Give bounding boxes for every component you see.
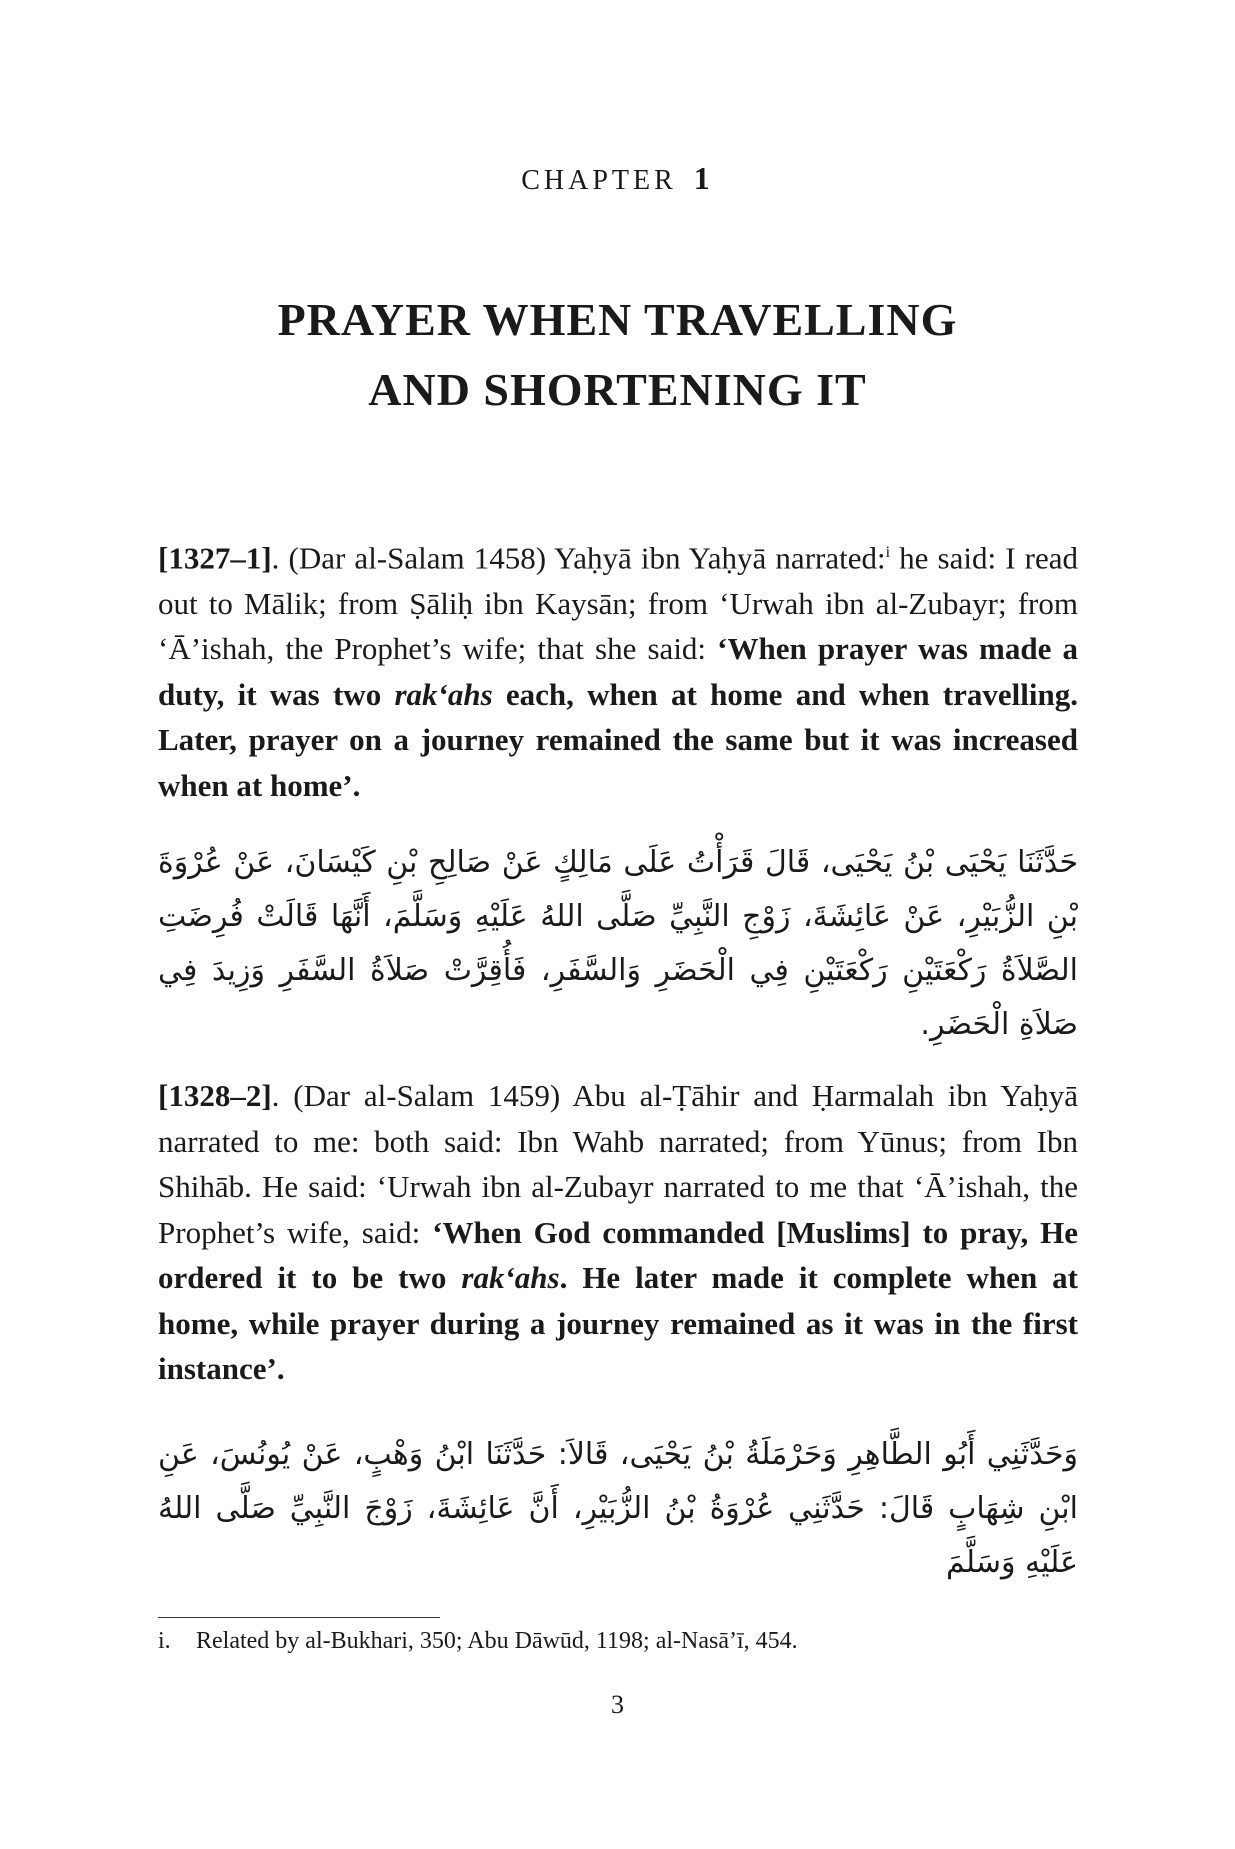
hadith-1-chain: he said: I read out to Mālik; from Ṣāliḥ ibn Kaysān; from ‘Urwah ibn al-Zubayr; from ‘Ā’ishah, the Prophet’s wife; that she said: — [158, 540, 1078, 667]
chapter-title — [0, 285, 1235, 425]
footnote-marker: i — [885, 544, 891, 561]
hadith-1-ref: [1327–1] — [158, 540, 272, 576]
hadith-2-quote-term: rak‘ahs — [461, 1260, 560, 1295]
hadith-1-quote-term: rak‘ahs — [394, 676, 493, 712]
chapter-title-line-1: PRAYER WHEN TRAVELLING — [277, 294, 958, 345]
footnote-divider — [158, 1617, 440, 1618]
footnote-label: i. — [158, 1628, 171, 1654]
hadith-2-arabic: وَحَدَّثَنِي أَبُو الطَّاهِرِ وَحَرْمَلَةُ بْنُ يَحْيَى، قَالاَ: حَدَّثَنَا ابْنُ وَهْبٍ، عَنْ يُونُسَ، عَنِ ابْنِ شِهَابٍ قَالَ: حَدَّثَنِي عُرْوَةُ بْنُ الزُّبَيْرِ، أَنَّ عَائِشَةَ، زَوْجَ النَّبِيِّ صَلَّى اللهُ عَلَيْهِ وَسَلَّمَ — [158, 1437, 1078, 1580]
hadith-1-intro: . (Dar al-Salam 1458) Yaḥyā ibn Yaḥyā narrated: — [271, 540, 886, 576]
chapter-word: CHAPTER — [521, 165, 677, 196]
footnote-text: Related by al-Bukhari, 350; Abu Dāwūd, 1198; al-Nasā’ī, 454. — [196, 1628, 798, 1654]
footnote — [158, 1625, 798, 1657]
hadith-2-ref: [1328–2] — [158, 1078, 272, 1113]
chapter-number: 1 — [693, 160, 714, 196]
hadith-2-quote-a: ‘When God commanded [Muslims] to pray, He ordered it to be two — [158, 1214, 1078, 1295]
page-number: 3 — [611, 1690, 624, 1719]
hadith-1-quote-b: each, when at home and when travelling. Later, prayer on a journey remained the same but it was increased when at home’. — [158, 676, 1078, 803]
hadith-1-quote-a: ‘When prayer was made a duty, it was two — [158, 631, 1078, 712]
hadith-2-quote-b: . He later made it complete when at home, while prayer during a journey remained as it was in the first instance’. — [158, 1260, 1078, 1386]
hadith-1-english — [158, 530, 1078, 808]
hadith-1-arabic: حَدَّثَنَا يَحْيَى بْنُ يَحْيَى، قَالَ قَرَأْتُ عَلَى مَالِكٍ عَنْ صَالِحِ بْنِ كَيْسَانَ، عَنْ عُرْوَةَ بْنِ الزُّبَيْرِ، عَنْ عَائِشَةَ، زَوْجِ النَّبِيِّ صَلَّى اللهُ عَلَيْهِ وَسَلَّمَ، أَنَّهَا قَالَتْ فُرِضَتِ الصَّلاَةُ رَكْعَتَيْنِ رَكْعَتَيْنِ فِي الْحَضَرِ وَالسَّفَرِ، فَأُقِرَّتْ صَلاَةُ السَّفَرِ وَزِيدَ فِي صَلاَةِ الْحَضَرِ. — [158, 845, 1078, 1042]
hadith-2-english — [158, 1073, 1078, 1392]
hadith-2-chain: . (Dar al-Salam 1459) Abu al-Ṭāhir and Ḥarmalah ibn Yaḥyā narrated to me: both said: Ibn Wahb narrated; from Yūnus; from Ibn Shihāb. He said: ‘Urwah ibn al-Zubayr narrated to me that ‘Ā’ishah, the Prophet’s wife, said: — [158, 1078, 1078, 1250]
chapter-label — [0, 160, 1235, 197]
chapter-title-line-2: AND SHORTENING IT — [368, 364, 867, 415]
